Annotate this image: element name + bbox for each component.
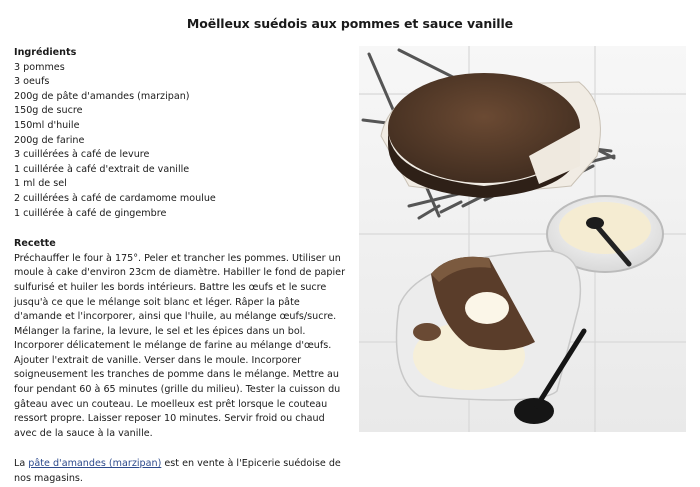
- recipe-photo: [359, 46, 686, 432]
- recipe-heading: Recette: [14, 238, 56, 250]
- recipe-section: [14, 237, 346, 441]
- note-prefix: La: [14, 458, 29, 470]
- ingredient-item: 150ml d'huile: [14, 119, 80, 131]
- ingredients-heading: Ingrédients: [14, 47, 77, 58]
- ingredient-item: 1 cuillérée à café de gingembre: [14, 207, 167, 219]
- recipe-text-column: [14, 46, 346, 487]
- page-title: Moëlleux suédois aux pommes et sauce vanille: [186, 16, 514, 31]
- ingredient-item: 200g de farine: [14, 134, 85, 146]
- marzipan-note: [14, 457, 346, 486]
- ingredient-item: 1 ml de sel: [14, 178, 67, 190]
- ingredient-item: 2 cuillérées à café de cardamome moulue: [14, 192, 216, 204]
- cake-photo-icon: [359, 46, 686, 432]
- recipe-instructions: Préchauffer le four à 175°. Peler et trancher les pommes. Utiliser un moule à cake d'environ 23cm de diamètre. Habiller le fond de papier sulfurisé et huiler les bords intérieurs. Battre les œufs et le sucre jusqu'à ce que le mélange soit blanc et léger. Râper la pâte d'amande et l'incorporer, ainsi que l'huile, au mélange œufs/sucre. Mélanger la farine, la levure, le sel et les épices dans un bol. Incorporer délicatement le mélange de farine au mélange d'œufs. Ajouter l'extrait de vanille. Verser dans le moule. Incorporer soigneusement les tranches de pomme dans le mélange. Mettre au four pendant 60 à 65 minutes (grille du milieu). Tester la cuisson du gâteau avec un couteau. Le moelleux est prêt lorsque le couteau ressort propre. Laisser reposer 10 minutes. Servir froid ou chaud avec de la sauce à la vanille.: [14, 252, 346, 439]
- ingredient-item: 3 oeufs: [14, 76, 50, 88]
- ingredient-item: 3 pommes: [14, 61, 65, 73]
- ingredients-list: [14, 61, 346, 222]
- ingredient-item: 1 cuillérée à café d'extrait de vanille: [14, 163, 190, 175]
- ingredient-item: 200g de pâte d'amandes (marzipan): [14, 90, 190, 102]
- note-suffix: est en vente à l'Epicerie suédoise de nos magasins.: [14, 458, 341, 485]
- marzipan-link[interactable]: pâte d'amandes (marzipan): [28, 458, 162, 470]
- ingredient-item: 150g de sucre: [14, 105, 83, 117]
- ingredient-item: 3 cuillérées à café de levure: [14, 149, 150, 161]
